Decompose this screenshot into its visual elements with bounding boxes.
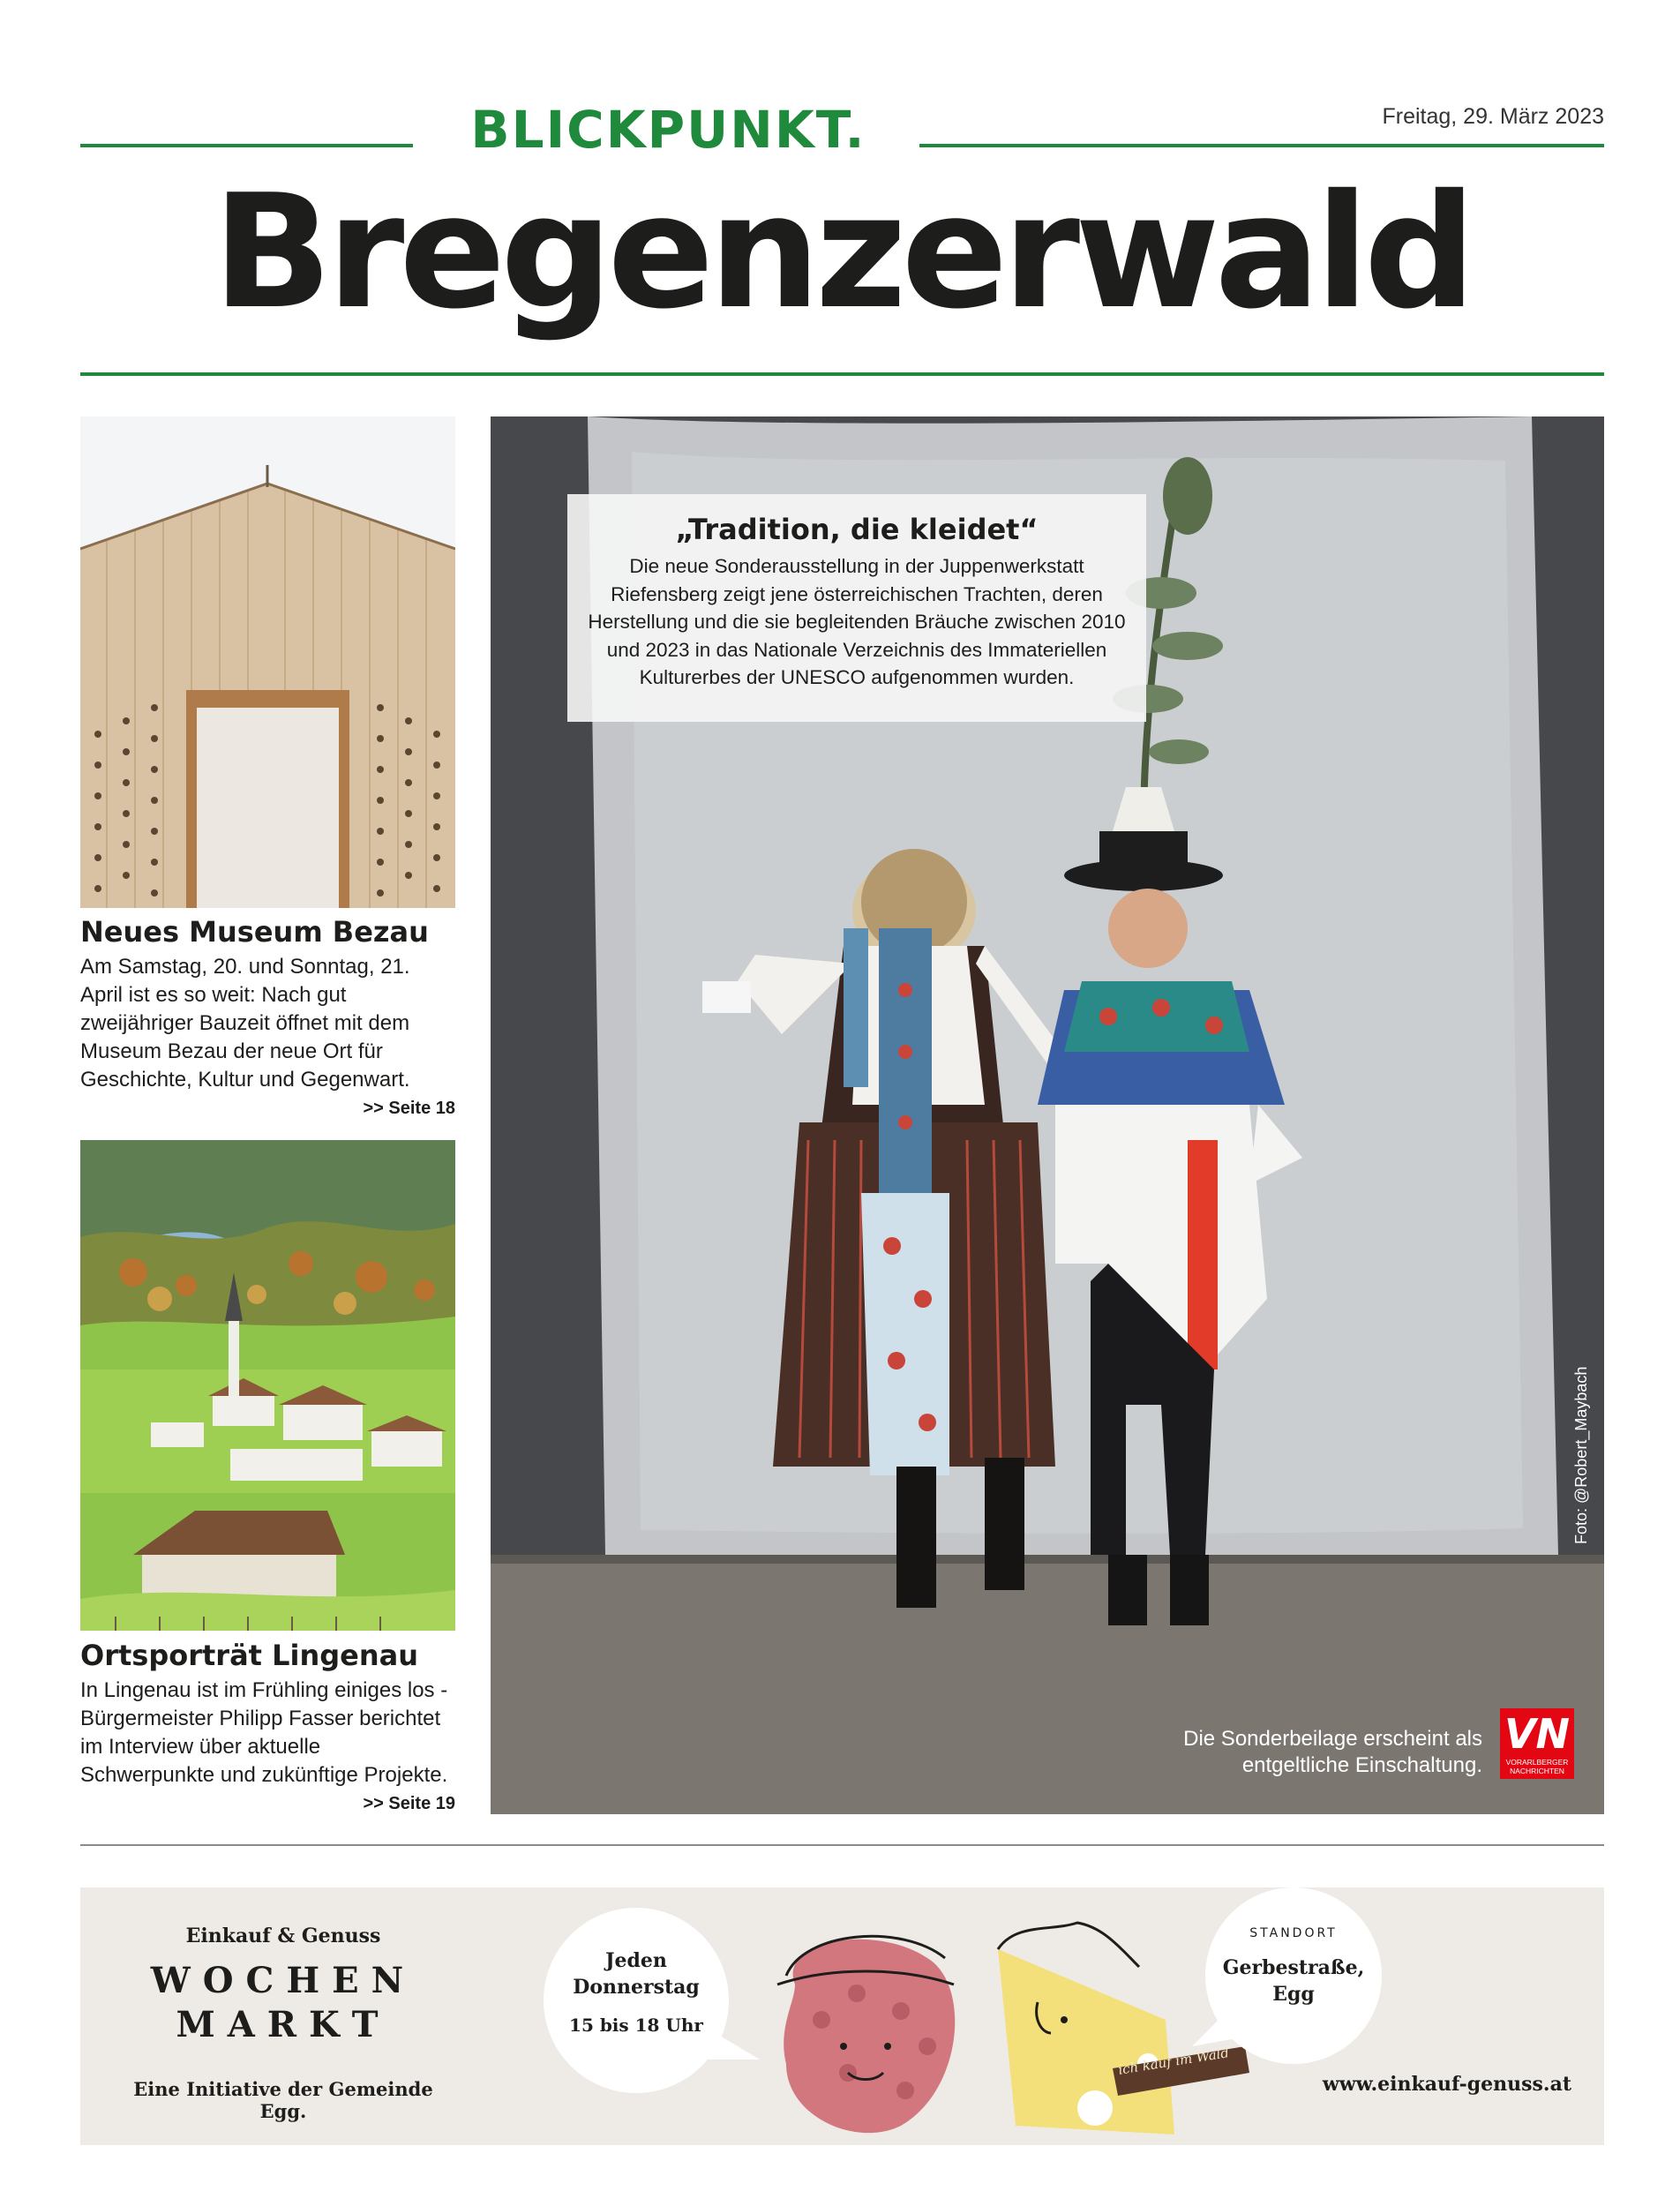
issue-date: Freitag, 29. März 2023 (1382, 104, 1604, 129)
ad-day: Jeden Donnerstag (573, 1949, 700, 1999)
ad-initiative: Eine Initiative der Gemeinde Egg. (133, 2078, 433, 2122)
ad-title-line1: WOCHEN (150, 1960, 416, 2001)
lingenau-village-photo[interactable] (80, 1140, 455, 1631)
wochenmarkt-ad[interactable] (80, 1887, 1604, 2145)
teaser-headline-lingenau[interactable]: Ortsporträt Lingenau (80, 1639, 419, 1672)
vn-logo-subtitle: VORARLBERGER NACHRICHTEN (1505, 1758, 1569, 1775)
page-reference-lingenau[interactable]: >> Seite 19 (363, 1794, 455, 1813)
masthead-kicker: BLICKPUNKT. (470, 100, 866, 160)
vn-logo-mark: VN (1504, 1710, 1571, 1758)
teaser-body-museum (80, 953, 455, 1122)
section-divider (80, 1844, 1604, 1846)
masthead-rule-left (80, 144, 413, 147)
supplement-note: Die Sonderbeilage erscheint als entgeltliche Einschaltung. (1183, 1727, 1482, 1777)
ad-tag-text: ich kauf im Wald (1117, 2045, 1231, 2078)
page-reference-museum[interactable]: >> Seite 18 (363, 1099, 455, 1118)
hero-caption-text: Die neue Sonderausstellung in der Juppenwerkstatt Riefensberg zeigt jene österreichischen Trachten, deren Herstellung und die sie begleitenden Bräuche zwischen 2010 und 2023 in das Nationale Verzeichnis des Immateriellen Kulturerbes der UNESCO aufgenommen wurden. (588, 555, 1126, 688)
photo-credit: Foto: @Robert_Maybach (1572, 1366, 1590, 1544)
masthead-rule-right (919, 144, 1604, 147)
hero-caption-box (567, 494, 1146, 722)
ad-kicker: Einkauf & Genuss (185, 1925, 381, 1947)
vn-logo[interactable] (1500, 1708, 1574, 1779)
ad-hours: 15 bis 18 Uhr (569, 2015, 703, 2036)
publication-title: Bregenzerwald (212, 161, 1472, 343)
hero-caption-title: „Tradition, die kleidet“ (675, 513, 1039, 546)
teaser-text-museum: Am Samstag, 20. und Sonntag, 21. April ist es so weit: Nach gut zweijähriger Bauzeit öffnet mit dem Museum Bezau der neue Ort für Geschichte, Kultur und Gegenwart. (80, 955, 410, 1092)
teaser-headline-museum[interactable]: Neues Museum Bezau (80, 915, 429, 949)
museum-bezau-photo[interactable] (80, 416, 455, 908)
ad-location: Gerbestraße, Egg (1222, 1956, 1365, 2006)
masthead-rule-bottom (80, 372, 1604, 376)
ad-title-line2: MARKT (176, 2004, 391, 2045)
ad-website-link[interactable]: www.einkauf-genuss.at (1322, 2073, 1571, 2096)
teaser-text-lingenau: In Lingenau ist im Frühling einiges los - Bürgermeister Philipp Fasser berichtet im Interview über aktuelle Schwerpunkte und zukünftige Projekte. (80, 1678, 448, 1787)
teaser-body-lingenau (80, 1677, 455, 1818)
ad-location-label: STANDORT (1249, 1926, 1338, 1940)
